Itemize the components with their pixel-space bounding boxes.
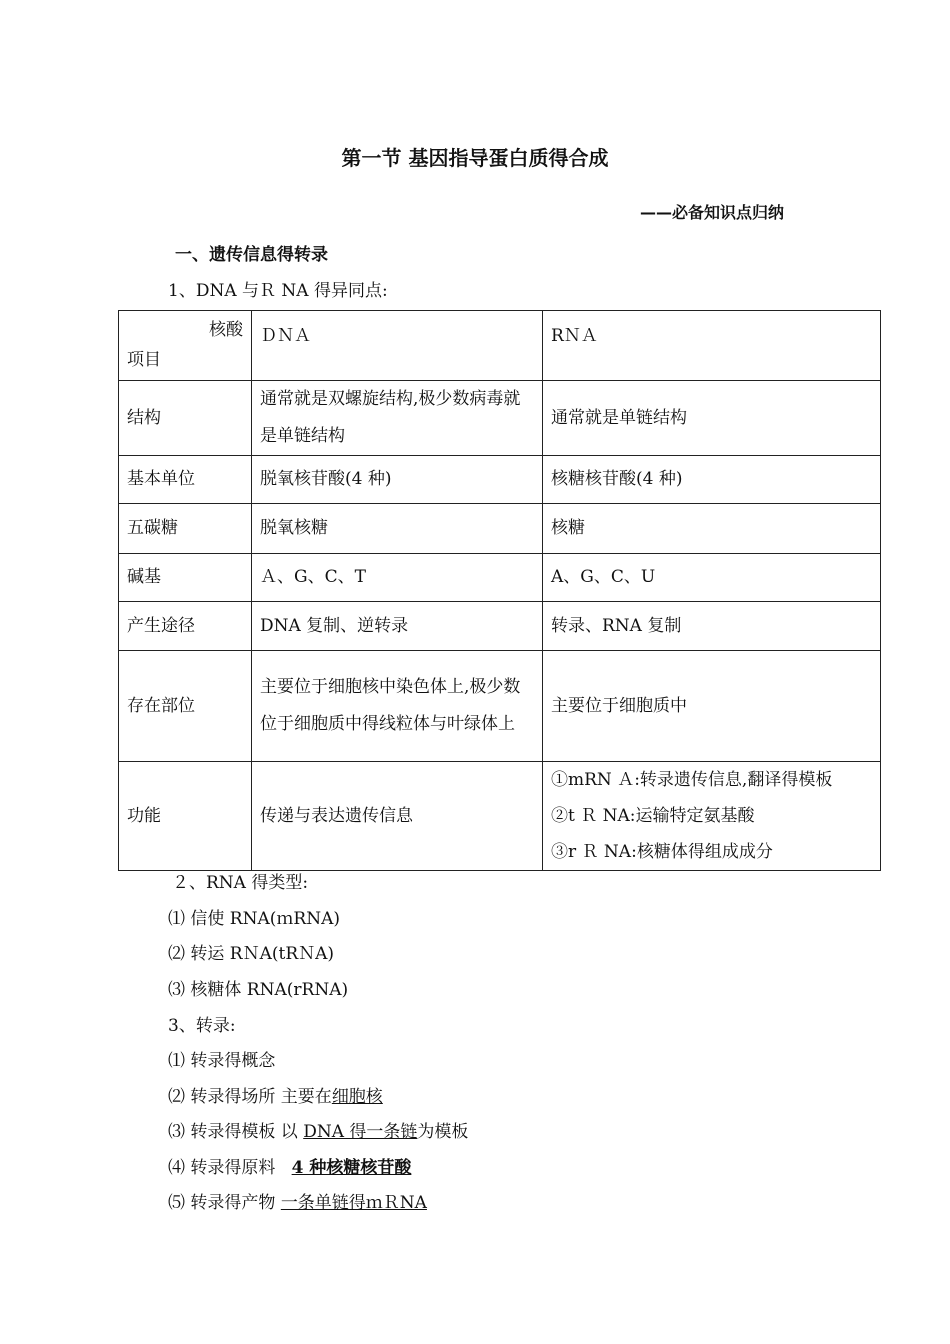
point-label: ⑶ 转录得模板 以 [168,1122,304,1142]
rna-type-trna: ⑵ 转运 RＮA(tRＮA) [168,944,335,964]
table-row [119,651,881,762]
rna-function-mrna: ①mRN Ａ:转录遗传信息,翻译得模板 [551,770,833,790]
transcription-product [168,1188,427,1213]
row-label: 五碳糖 [119,504,252,554]
cell-dna: 传递与表达遗传信息 [252,762,543,871]
rna-type-rrna: ⑶ 核糖体 RNA(rRNA) [168,980,349,1000]
cell-dna: 主要位于细胞核中染色体上,极少数位于细胞质中得线粒体与叶绿体上 [252,651,543,762]
page-title: 第一节 基因指导蛋白质得合成 [341,146,609,170]
row-label: 存在部位 [119,651,252,762]
item3-heading: 3、转录: [168,1016,236,1036]
cell-dna: 通常就是双螺旋结构,极少数病毒就是单链结构 [252,381,543,456]
cell-dna: Ａ、G、C、T [252,554,543,602]
table-row [119,381,881,456]
row-label: 产生途径 [119,602,252,651]
point-suffix: 为模板 [417,1122,469,1142]
point-value: 细胞核 [331,1087,383,1107]
table-corner-cell [119,311,252,381]
table-row [119,554,881,602]
item2-heading: ２、RNA 得类型: [172,873,309,893]
cell-rna: 通常就是单链结构 [543,381,881,456]
cell-dna: 脱氧核苷酸(4 种) [252,456,543,504]
table-row [119,504,881,554]
table-header-row [119,311,881,381]
table-row [119,602,881,651]
point-value: 一条单链得ｍＲNA [280,1193,427,1213]
item1-heading: 1、DNA 与Ｒ NA 得异同点: [168,281,388,301]
cell-rna: 转录、RNA 复制 [543,602,881,651]
dna-rna-comparison-table [118,310,881,871]
point-label: ⑷ 转录得原料 [168,1158,281,1178]
transcription-material [168,1153,411,1178]
rna-type-mrna: ⑴ 信使 RNA(ｍRNA) [168,909,340,929]
rna-function-trna: ②t Ｒ NA:运输特定氨基酸 [551,806,755,826]
row-label: 功能 [119,762,252,871]
corner-label-item: 项目 [127,349,161,370]
cell-rna [543,762,881,871]
point-label: ⑵ 转录得场所 主要在 [168,1087,332,1107]
subtitle: ——必备知识点归纳 [640,203,785,222]
cell-rna: 核糖 [543,504,881,554]
point-value: 4 种核糖核苷酸 [291,1158,412,1178]
point-label: ⑴ 转录得概念 [168,1051,276,1071]
cell-rna: A、G、C、U [543,554,881,602]
cell-rna: 主要位于细胞质中 [543,651,881,762]
cell-dna: DNA 复制、逆转录 [252,602,543,651]
row-label: 基本单位 [119,456,252,504]
row-label: 结构 [119,381,252,456]
rna-function-rrna: ③r Ｒ NA:核糖体得组成成分 [551,842,773,862]
transcription-site [168,1082,383,1107]
section-heading-transcription: 一、遗传信息得转录 [175,245,328,265]
row-label: 碱基 [119,554,252,602]
cell-dna: 脱氧核糖 [252,504,543,554]
header-dna: ＤＮＡ [252,311,543,381]
point-label: ⑸ 转录得产物 [168,1193,281,1213]
point-value: DNA 得一条链 [303,1122,418,1142]
table-row [119,762,881,871]
transcription-template [168,1117,468,1142]
transcription-concept [168,1046,275,1071]
cell-rna: 核糖核苷酸(4 种) [543,456,881,504]
corner-label-nucleic-acid: 核酸 [209,319,243,340]
header-rna: RＮＡ [543,311,881,381]
table-row [119,456,881,504]
